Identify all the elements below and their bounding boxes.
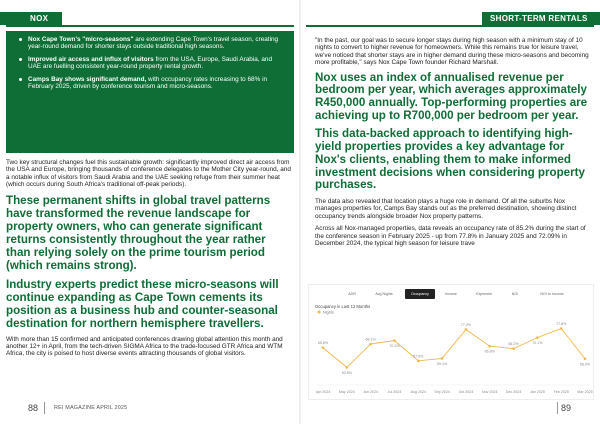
data-point (465, 328, 468, 331)
section-tab-right: SHORT-TERM RENTALS (482, 12, 600, 25)
header-rule-right (306, 25, 594, 27)
series-line (323, 329, 585, 368)
chart-title: Occupancy in Last 12 Months (315, 304, 371, 309)
x-tick-label: Aug 2024 (410, 390, 426, 394)
key-points-list (28, 36, 284, 91)
key-points-box (6, 31, 294, 153)
body-paragraph: Across all Nox-managed properties, data reveals an occupancy rate of 85.2% during the start of the conference season in February 2025 - up from 77.8% in January 2025 and 72.09% in December 2024, the typical high season for leisure trave (315, 225, 586, 247)
data-label: 70.3% (389, 344, 400, 349)
data-label: 66.8% (484, 349, 495, 354)
x-tick-label: Jan 2025 (529, 390, 545, 394)
chart-tab-avg-nights[interactable]: Avg Nights (375, 292, 393, 296)
right-article-column (315, 37, 591, 252)
section-tab-left: NOX (0, 12, 62, 25)
body-paragraph: With more than 15 confirmed and anticipated conferences drawing global attention this month and another 12+ in April, from the tech-driven SIGMA Africa to the trade-focused GTR Africa and WTM Africa, the city is poised to host diverse events attracting thousands of global visitors. (6, 335, 283, 358)
key-point (28, 76, 284, 91)
x-tick-label: Nov 2024 (482, 390, 498, 394)
chart-tab-adr[interactable]: ADR (348, 292, 356, 296)
left-article-column (6, 159, 292, 363)
footer-separator (557, 402, 558, 414)
page-gutter (299, 0, 301, 424)
data-point (441, 357, 444, 360)
data-point (393, 339, 396, 342)
data-point (369, 343, 372, 346)
body-paragraph: The data also revealed that location plays a huge role in demand. Of all the suburbs Nox manages properties for, Camps Bay stands out as the preferred destination, showing distinct occupancy trends alongside broader Nox property patterns. (315, 197, 577, 220)
x-tick-label: May 2024 (338, 390, 355, 394)
quote-paragraph: "In the past, our goal was to secure longer stays during high season with a minimum stay of 10 nights to convert to higher revenue for homeowners. While this remains true for leisure travel, we've noticed that shorter stays are in higher demand during these micro-seasons and becoming more profitable," says Nox Cape Town founder Richard Marshall. (315, 37, 589, 67)
data-point (560, 327, 563, 330)
page-number-right: 89 (561, 403, 572, 413)
data-point (488, 345, 491, 348)
legend-marker (318, 311, 321, 314)
chart-tab-income[interactable]: Income (445, 292, 457, 296)
data-point (346, 366, 349, 369)
data-point (536, 336, 539, 339)
x-tick-label: Jun 2024 (363, 390, 379, 394)
pull-heading: This data-backed approach to identifying high-yield properties provides a key advantage for Nox's clients, enabling them to make informed investment decisions when considering property purchases. (315, 127, 585, 192)
legend-label: Nights (323, 310, 334, 315)
data-point (512, 347, 515, 350)
footer-separator (44, 402, 45, 414)
x-tick-label: Mar 2025 (577, 390, 593, 394)
key-point-bold: Improved air access and influx of visitors (28, 56, 154, 64)
chart-tab-noi-to-income[interactable]: NOI to Income (540, 292, 564, 296)
key-point-bold: Camps Bay shows significant demand, (28, 76, 147, 84)
pull-heading: Nox uses an index of annualised revenue per bedroom per year, which averages approximately R450,000 annually. Top-performing properties are achieving up to R700,000 per bedroom per year. (315, 70, 588, 122)
publication-name: REI MAGAZINE APRIL 2025 (54, 405, 128, 411)
body-paragraph: Two key structural changes fuel this sustainable growth: significantly improved direct air access from the USA and Europe, bringing thousands of conference delegates to the Mother City year-round, and a notable influx of visitors from Saudi Arabia and the UAE seeking refuge from their summer heat (which occurs during South Africa's traditional off-peak periods). (6, 159, 291, 189)
data-label: 58.9% (579, 362, 591, 367)
data-point (417, 360, 420, 363)
x-tick-label: Feb 2025 (553, 390, 569, 394)
key-point-text: from the USA, Europe, Saudi Arabia, and UAE are fuelling consistent year-round property rental growth. (28, 56, 273, 71)
x-tick-label: Oct 2024 (458, 390, 474, 394)
key-point-text: are extending Cape Town's travel season, creating year-round demand for shorter stays outside traditional high seasons. (28, 36, 279, 51)
pull-heading: These permanent shifts in global travel patterns have transformed the revenue landscape for property owners, who can generate significant returns consistently throughout the year rather than relying solely on the prime tourism period (which remains strong). (6, 193, 271, 272)
data-label: 57.6% (413, 354, 424, 359)
x-tick-label: Dec 2024 (505, 390, 522, 394)
occupancy-chart-panel (308, 284, 594, 400)
chart-tab-bar (309, 289, 595, 299)
x-tick-label: Apr 2024 (315, 390, 331, 394)
data-point (322, 346, 325, 349)
data-label: 65.2% (508, 342, 519, 347)
data-point (584, 357, 587, 360)
chart-tab-occupancy[interactable]: Occupancy (405, 289, 435, 299)
data-label: 68.1% (365, 337, 376, 342)
pull-heading: Industry experts predict these micro-seasons will continue expanding as Cape Town cements its position as a business hub and counter-seasonal destination for northern hemisphere travellers. (6, 277, 279, 330)
chart-tab-noi[interactable]: NOI (511, 292, 519, 296)
data-label: 77.8% (556, 322, 567, 327)
data-label: 72.1% (532, 341, 543, 346)
occupancy-line-chart (309, 309, 593, 399)
chart-tab-expenses[interactable]: Expenses (476, 292, 492, 296)
page-number-left: 88 (28, 403, 39, 413)
data-label: 65.8% (317, 341, 329, 346)
data-label: 59.1% (436, 361, 448, 366)
x-tick-label: Jul 2024 (387, 390, 402, 394)
x-tick-label: Sep 2024 (434, 390, 450, 394)
data-label: 77.2% (460, 322, 472, 327)
key-point-bold: Nox Cape Town's "micro-seasons" (28, 36, 134, 43)
header-rule-left (6, 25, 294, 27)
key-point (28, 36, 284, 51)
key-point-text: with occupancy rates increasing to 68% in February 2025, driven by conference tourism and micro-seasons. (28, 76, 268, 91)
data-label: 53.5% (341, 370, 352, 375)
key-point (28, 56, 284, 71)
